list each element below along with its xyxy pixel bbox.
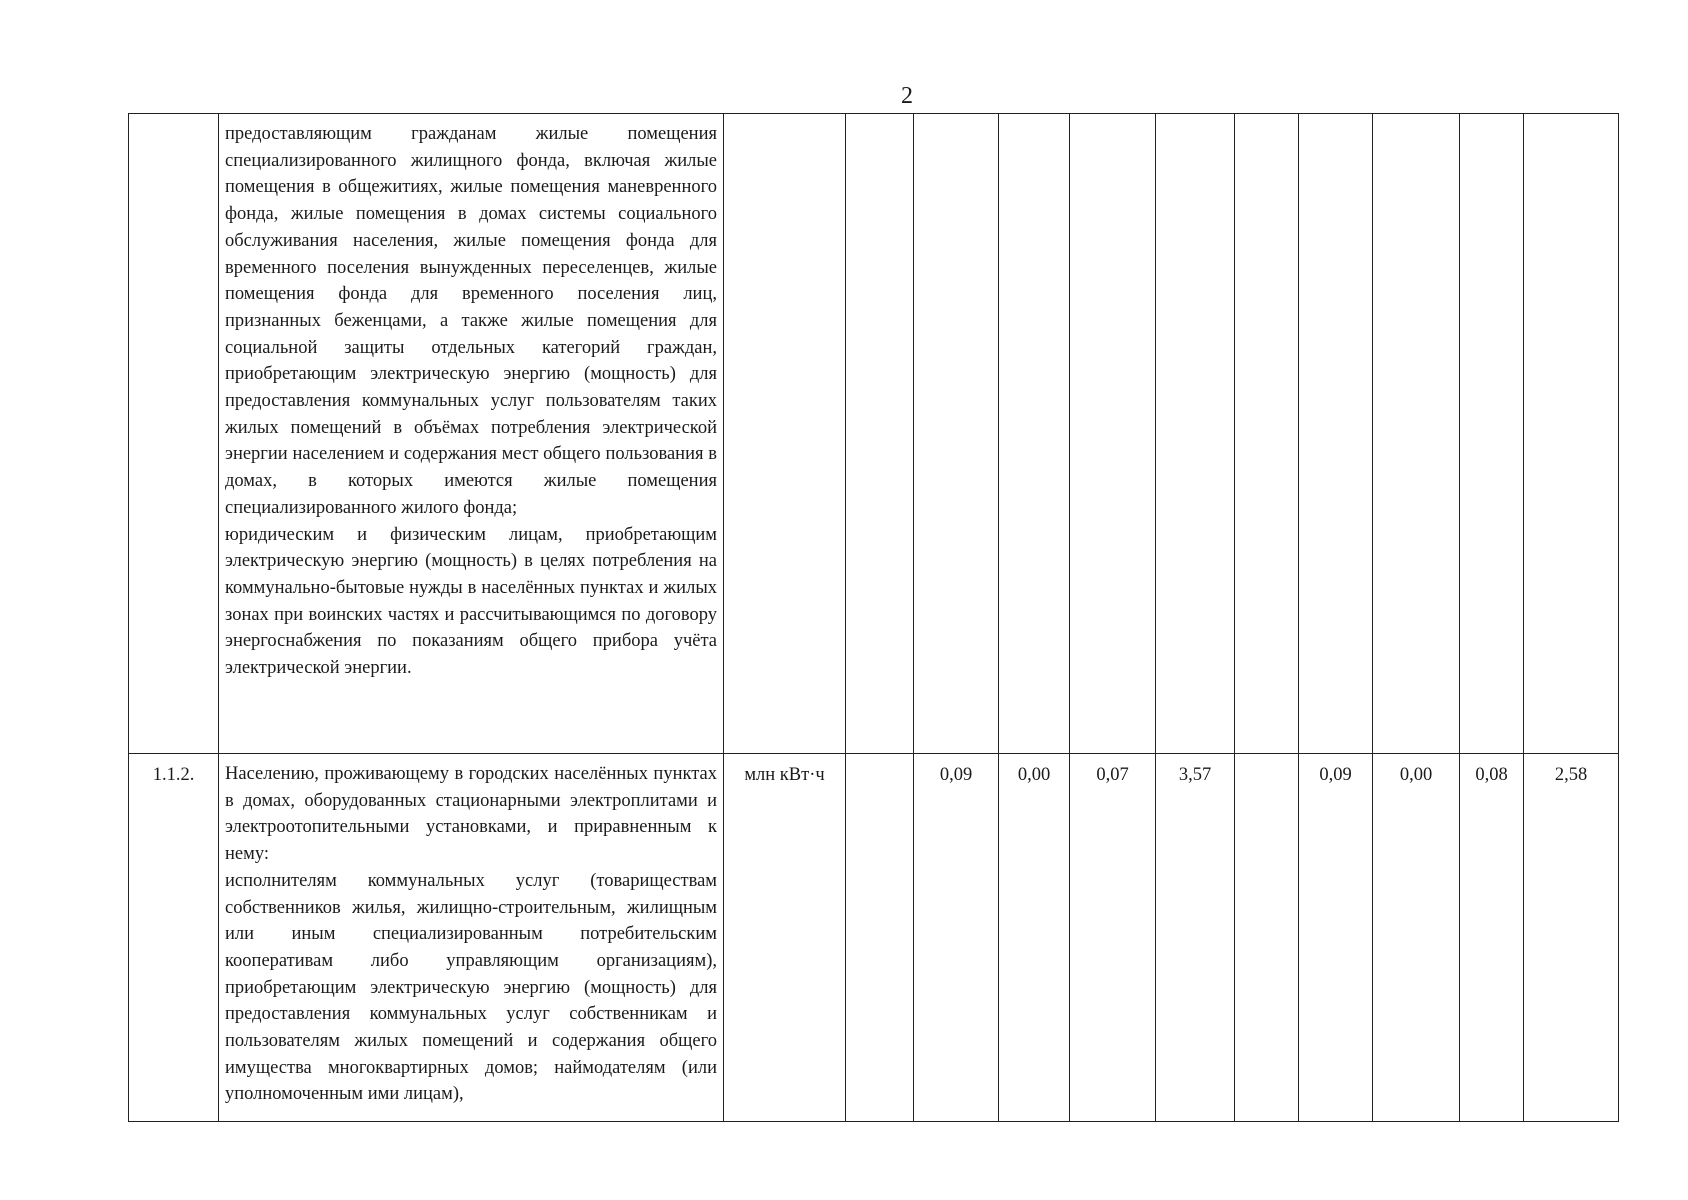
value-cell	[1299, 114, 1373, 754]
value-cell: 3,57	[1156, 754, 1235, 1122]
value-cell: 0,07	[1070, 754, 1156, 1122]
value-cell	[1070, 114, 1156, 754]
page-number: 2	[901, 83, 913, 109]
value-cell: 0,00	[1373, 754, 1460, 1122]
row-description	[219, 754, 724, 1122]
row-unit	[724, 114, 846, 754]
description-paragraph: Населению, проживающему в городских населённых пунктах в домах, оборудованных стационарными электроплитами и электроотопительными установками, и приравненным к нему:	[225, 764, 717, 865]
value-cell: 2,58	[1524, 754, 1619, 1122]
table-row	[129, 754, 1619, 1122]
row-number: 1.1.2.	[129, 754, 219, 1122]
table-row	[129, 114, 1619, 754]
value-cell: 0,08	[1460, 754, 1524, 1122]
value-cell	[1460, 114, 1524, 754]
tariff-table	[128, 113, 1619, 1122]
description-paragraph: исполнителям коммунальных услуг (товариществам собственников жилья, жилищно-строительным, жилищным или иным специализированным потребительским кооперативам либо управляющим организациям), приобретающим электрическую энергию (мощность) для предоставления коммунальных услуг собственникам и пользователям жилых помещений и содержания общего имущества многоквартирных домов; наймодателям (или уполномоченным ими лицам),	[225, 870, 717, 1105]
row-unit: млн кВт·ч	[724, 754, 846, 1122]
value-cell	[1524, 114, 1619, 754]
value-cell	[846, 114, 914, 754]
value-cell	[1235, 754, 1299, 1122]
row-number	[129, 114, 219, 754]
value-cell	[1373, 114, 1460, 754]
value-cell	[1235, 114, 1299, 754]
value-cell	[999, 114, 1070, 754]
value-cell: 0,09	[1299, 754, 1373, 1122]
value-cell	[846, 754, 914, 1122]
row-description	[219, 114, 724, 754]
value-cell	[1156, 114, 1235, 754]
value-cell: 0,09	[914, 754, 999, 1122]
value-cell	[914, 114, 999, 754]
description-paragraph: юридическим и физическим лицам, приобретающим электрическую энергию (мощность) в целях потребления на коммунально-бытовые нужды в населённых пунктах и жилых зонах при воинских частях и рассчитывающимся по договору энергоснабжения по показаниям общего прибора учёта электрической энергии.	[225, 524, 717, 679]
value-cell: 0,00	[999, 754, 1070, 1122]
description-paragraph: предоставляющим гражданам жилые помещения специализированного жилищного фонда, включая жилые помещения в общежитиях, жилые помещения маневренного фонда, жилые помещения в домах системы социального обслуживания населения, жилые помещения фонда для временного поселения вынужденных переселенцев, жилые помещения фонда для временного поселения лиц, признанных беженцами, а также жилые помещения для социальной защиты отдельных категорий граждан, приобретающим электрическую энергию (мощность) для предоставления коммунальных услуг пользователям таких жилых помещений в объёмах потребления электрической энергии населением и содержания мест общего пользования в домах, в которых имеются жилые помещения специализированного жилого фонда;	[225, 124, 717, 518]
